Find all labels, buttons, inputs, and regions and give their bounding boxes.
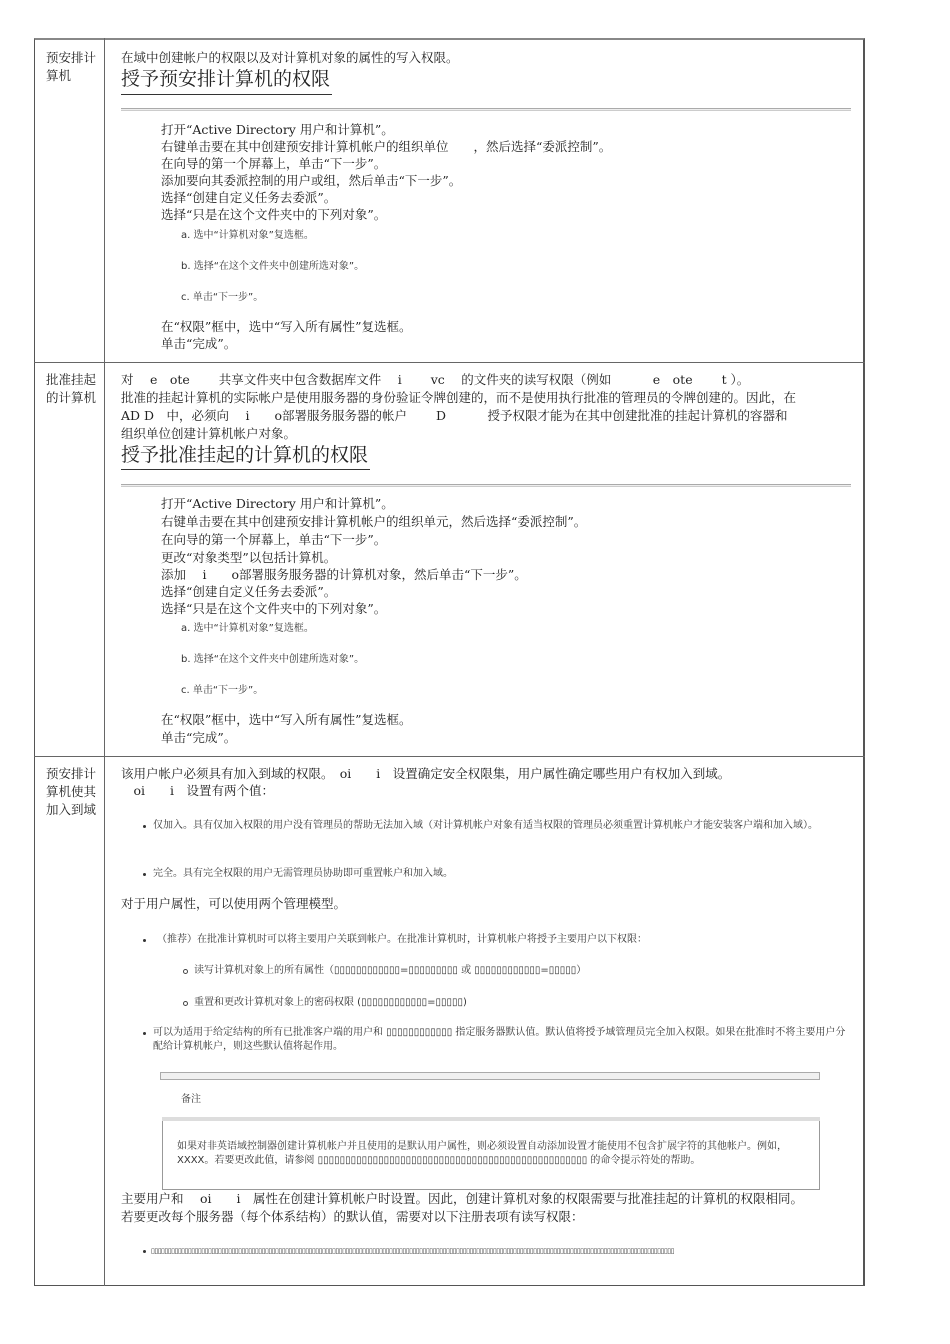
row2-intro: AD D 中，必须向 i o部署服务服务器的帐户 D 授予权限才能为在其中创建批准的挂起计算机的容器和 xyxy=(121,408,788,423)
bullet-icon xyxy=(143,939,146,942)
step: 选择“创建自定义任务去委派”。 xyxy=(161,584,337,599)
row2-intro: 组织单位创建计算机帐户对象。 xyxy=(121,426,297,441)
row2-intro: 批准的挂起计算机的实际帐户是使用服务器的身份验证令牌创建的，而不是使用执行批准的管理员的令牌创建的。因此，在 xyxy=(121,390,797,405)
row-divider xyxy=(34,362,865,363)
circle-bullet-icon xyxy=(183,1001,188,1006)
step: 在向导的第一个屏幕上，单击“下一步”。 xyxy=(161,532,387,547)
circle-bullet-icon xyxy=(183,969,188,974)
bullet-item: 仅加入。具有仅加入权限的用户没有管理员的帮助无法加入域（对计算机帐户对象有适当权限的管理员必须重置计算机帐户才能安装客户端和加入域）。 xyxy=(153,820,818,831)
note-box-header xyxy=(162,1117,820,1121)
substep: b. 选择“在这个文件夹中创建所选对象”。 xyxy=(181,654,365,665)
section-rule xyxy=(121,484,851,487)
substep: a. 选中“计算机对象”复选框。 xyxy=(181,230,314,241)
closing-text: 主要用户和 oi i 属性在创建计算机帐户时设置。因此，创建计算机对象的权限需要与批准挂起的计算机的权限相同。 xyxy=(121,1191,803,1206)
row-divider xyxy=(34,756,865,757)
step: 在“权限”框中，选中“写入所有属性”复选框。 xyxy=(161,319,412,334)
registry-key: ▯▯▯▯▯▯▯▯▯▯▯▯▯▯▯▯▯▯▯▯▯▯▯▯▯▯▯▯▯▯▯▯▯▯▯▯▯▯▯▯▯▯▯▯▯▯▯▯▯▯▯▯▯▯▯▯▯▯▯▯▯▯▯▯▯▯▯▯▯▯▯▯▯▯▯▯▯▯▯▯▯▯▯▯▯▯▯▯▯▯▯▯▯▯▯▯▯▯▯▯▯▯▯▯▯▯▯▯▯▯▯▯▯▯▯▯▯▯▯▯▯▯▯▯▯▯▯▯▯▯▯▯▯▯▯▯▯▯▯▯▯▯▯▯▯▯▯▯▯▯▯▯▯▯▯▯ xyxy=(151,1247,674,1255)
sub-bullet-item: 重置和更改计算机对象上的密码权限 (▯▯▯▯▯▯▯▯▯▯▯▯=▯▯▯▯▯) xyxy=(194,997,467,1008)
substep: b. 选择“在这个文件夹中创建所选对象”。 xyxy=(181,261,365,272)
substep: c. 单击“下一步”。 xyxy=(181,685,264,696)
substep: a. 选中“计算机对象”复选框。 xyxy=(181,623,314,634)
step: 更改“对象类型”以包括计算机。 xyxy=(161,550,337,565)
heading-underline xyxy=(121,469,370,470)
bullet-icon xyxy=(143,1032,146,1035)
bullet-icon xyxy=(143,873,146,876)
step: 在向导的第一个屏幕上，单击“下一步”。 xyxy=(161,156,387,171)
permissions-table xyxy=(34,38,865,1286)
row2-heading: 授予批准挂起的计算机的权限 xyxy=(121,444,369,466)
section-rule xyxy=(121,108,851,111)
note-bar xyxy=(160,1072,820,1080)
bullet-item: 可以为适用于给定结构的所有已批准客户端的用户和 ▯▯▯▯▯▯▯▯▯▯▯▯ 指定服务器默认值。默认值将授予域管理员完全加入权限。如果在批准时不将主要用户分配给计算机帐户，则这些默认值将起作用。 xyxy=(153,1027,846,1052)
note-text: 如果对非英语域控制器创建计算机帐户并且使用的是默认用户属性，则必须设置自动添加设置才能使用不包含扩展字符的其他帐户。例如，XXXX。若要更改此值，请参阅 ▯▯▯▯▯▯▯▯▯▯▯▯▯▯▯▯▯▯▯▯▯▯▯▯▯▯▯▯▯▯▯▯▯▯▯▯▯▯▯▯▯▯▯▯▯▯▯▯▯ 的命令提示符处的帮助。 xyxy=(177,1141,787,1166)
row3-intro: oi i 设置有两个值： xyxy=(121,783,275,798)
closing-text: 若要更改每个服务器（每个体系结构）的默认值，需要对以下注册表项有读写权限： xyxy=(121,1209,584,1224)
row2-intro: 对 e ote 共享文件夹中包含数据库文件 i vc 的文件夹的读写权限（例如 e ote t ）。 xyxy=(121,372,750,387)
step: 选择“只是在这个文件夹中的下列对象”。 xyxy=(161,601,387,616)
user-properties-text: 对于用户属性，可以使用两个管理模型。 xyxy=(121,896,347,911)
heading-underline xyxy=(121,94,332,95)
bullet-item: （推荐）在批准计算机时可以将主要用户关联到帐户。在批准计算机时，计算机帐户将授予主要用户以下权限： xyxy=(157,934,647,945)
row-label-join-domain: 预安排计算机使其加入到域 xyxy=(46,766,97,817)
sub-bullet-item: 读写计算机对象上的所有属性（▯▯▯▯▯▯▯▯▯▯▯▯=▯▯▯▯▯▯▯▯▯ 或 ▯▯▯▯▯▯▯▯▯▯▯▯=▯▯▯▯▯） xyxy=(194,965,587,976)
step: 添加 i o部署服务服务器的计算机对象，然后单击“下一步”。 xyxy=(161,567,527,582)
note-label: 备注 xyxy=(181,1094,201,1105)
step: 添加要向其委派控制的用户或组，然后单击“下一步”。 xyxy=(161,173,462,188)
row1-intro: 在域中创建帐户的权限以及对计算机对象的属性的写入权限。 xyxy=(121,50,459,65)
step: 单击“完成”。 xyxy=(161,730,237,745)
step: 在“权限”框中，选中“写入所有属性”复选框。 xyxy=(161,712,412,727)
bullet-icon xyxy=(143,1250,146,1253)
step: 打开“Active Directory 用户和计算机”。 xyxy=(161,496,394,511)
bullet-icon xyxy=(143,825,146,828)
bullet-item: 完全。具有完全权限的用户无需管理员协助即可重置帐户和加入域。 xyxy=(153,868,453,879)
step: 右键单击要在其中创建预安排计算机帐户的组织单位 ，然后选择“委派控制”。 xyxy=(161,139,612,154)
row-label-prestage: 预安排计算机 xyxy=(46,50,97,83)
step: 右键单击要在其中创建预安排计算机帐户的组织单元，然后选择“委派控制”。 xyxy=(161,514,587,529)
step: 选择“只是在这个文件夹中的下列对象”。 xyxy=(161,207,387,222)
step: 选择“创建自定义任务去委派”。 xyxy=(161,190,337,205)
step: 单击“完成”。 xyxy=(161,336,237,351)
step: 打开“Active Directory 用户和计算机”。 xyxy=(161,122,394,137)
row-label-approve: 批准挂起的计算机 xyxy=(46,372,97,405)
column-divider xyxy=(104,38,105,1286)
substep: c. 单击“下一步”。 xyxy=(181,292,264,303)
row1-heading: 授予预安排计算机的权限 xyxy=(121,68,331,90)
row3-intro: 该用户帐户必须具有加入到域的权限。 oi i 设置确定安全权限集，用户属性确定哪些用户有权加入到域。 xyxy=(121,766,731,781)
